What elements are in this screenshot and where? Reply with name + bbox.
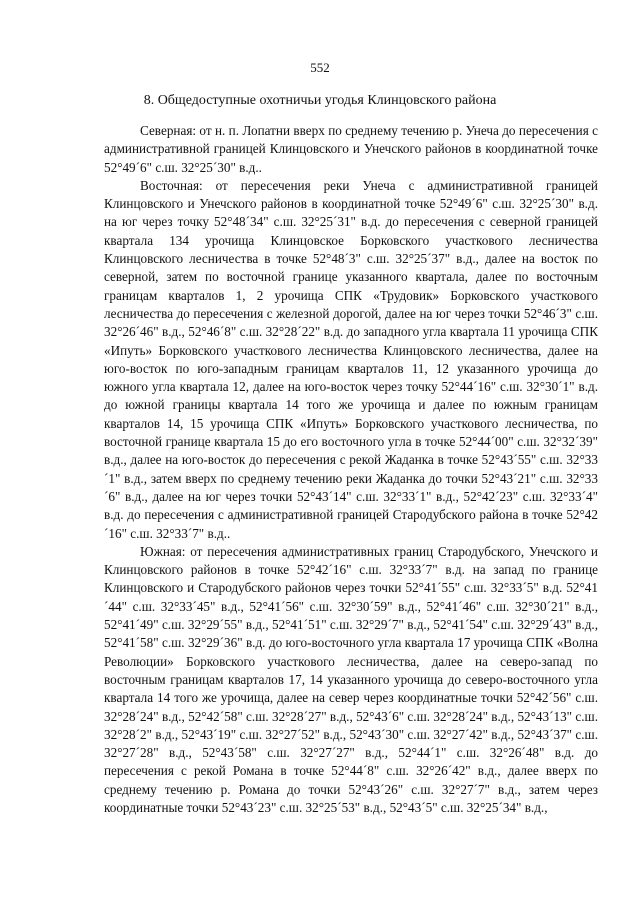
paragraph-north-boundary: Северная: от н. п. Лопатни вверх по среднему течению р. Унеча до пересечения с административной границей Клинцовского и Унечского районов в координатной точке 52°49´6" с.ш. 32°25´30" в.д..	[104, 123, 598, 175]
paragraph-east-boundary: Восточная: от пересечения реки Унеча с административной границей Клинцовского и Унечского районов в координатной точке 52°49´6" с.ш. 32°25´30" в.д. на юг через точку 52°48´34" с.ш. 32°25´31" в.д. до пересечения с северной границей квартала 134 урочища Клинцовское Борковского участкового лесничества Клинцовского лесничества в точке 52°48´3" с.ш. 32°25´37" в.д., далее на восток по северной, затем по восточной границе указанного квартала, далее по восточным границам кварталов 1, 2 урочища СПК «Трудовик» Борковского участкового лесничества до пересечения с железной дорогой, далее на юг через точки 52°46´3" с.ш. 32°26´46" в.д., 52°46´8" с.ш. 32°28´22" в.д. до западного угла квартала 11 урочища СПК «Ипуть» Борковского участкового лесничества Клинцовского лесничества, далее на юго-восток по юго-западным границам кварталов 11, 12 указанного урочища до южного угла квартала 12, далее на юго-восток через точку 52°44´16" с.ш. 32°30´1" в.д. до южной границы квартала 14 того же урочища и далее по южным границам кварталов 14, 15 урочища СПК «Ипуть» Борковского участкового лесничества, по восточной границе квартала 15 до его восточного угла в точке 52°44´00" с.ш. 32°32´39" в.д., далее на юго-восток до пересечения с рекой Жаданка в точке 52°43´55" с.ш. 32°33´1" в.д., затем вверх по среднему течению реки Жаданка до точки 52°43´21" с.ш. 32°33´6" в.д., далее на юг через точки 52°43´14" с.ш. 32°33´1" в.д., 52°42´23" с.ш. 32°33´4" в.д. до пересечения с административной границей Стародубского района в точке 52°42´16" с.ш. 32°33´7" в.д..	[104, 177, 598, 541]
page-number: 552	[310, 60, 330, 75]
document-body	[104, 122, 598, 817]
paragraph-south-boundary: Южная: от пересечения административных границ Стародубского, Унечского и Клинцовского районов в точке 52°42´16" с.ш. 32°33´7" в.д. на запад по границе Клинцовского и Стародубского районов через точки 52°41´55" с.ш. 32°33´5" в.д. 52°41´44" с.ш. 32°33´45" в.д., 52°41´56" с.ш. 32°30´59" в.д., 52°41´46" с.ш. 32°30´21" в.д., 52°41´49" с.ш. 32°29´55" в.д., 52°41´51" с.ш. 32°29´7" в.д., 52°41´54" с.ш. 32°29´43" в.д., 52°41´58" с.ш. 32°29´36" в.д. до юго-восточного угла квартала 17 урочища СПК «Волна Революции» Борковского участкового лесничества, далее на северо-запад по восточным границам кварталов 17, 14 указанного урочища до северо-восточного угла квартала 14 того же урочища, далее на север через координатные точки 52°42´56" с.ш. 32°28´24" в.д., 52°42´58" с.ш. 32°28´27" в.д., 52°43´6" с.ш. 32°28´24" в.д., 52°43´13" с.ш. 32°28´2" в.д., 52°43´19" с.ш. 32°27´52" в.д., 52°43´30" с.ш. 32°27´42" в.д., 52°43´37" с.ш. 32°27´28" в.д., 52°43´58" с.ш. 32°27´27" в.д., 52°44´1" с.ш. 32°26´48" в.д. до пересечения с рекой Романа в точке 52°44´8" с.ш. 32°26´42" в.д., далее вверх по среднему течению р. Романа до точки 52°43´26" с.ш. 32°27´7" в.д., затем через координатные точки 52°43´23" с.ш. 32°25´53" в.д., 52°43´5" с.ш. 32°25´34" в.д.,	[104, 543, 598, 815]
section-title: 8. Общедоступные охотничьи угодья Клинцовского района	[143, 93, 497, 108]
